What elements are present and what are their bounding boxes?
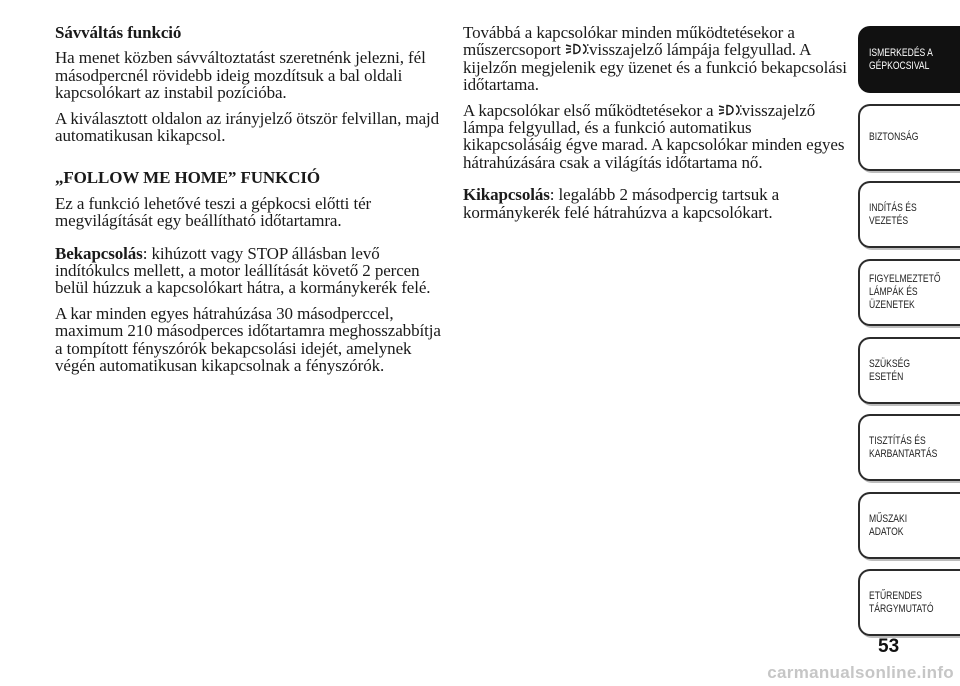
tab-safety[interactable] (858, 104, 960, 171)
tab-label: MŰSZAKI ADATOK (869, 512, 908, 538)
tab-label: ISMERKEDÉS A GÉPKOCSIVAL (869, 46, 933, 72)
indicator-paragraph-2-end: visszajelző lámpa felgyullad, és a funkció automatikus kikapcsolásáig égve marad. A kapcsolókar minden egyes hátrahúzására csak a világítás időtartama nő. (463, 100, 845, 172)
chapter-tabs (858, 26, 960, 638)
tab-label: ETŰRENDES TÁRGYMUTATÓ (869, 589, 934, 615)
watermark: carmanualsonline.info (767, 663, 954, 682)
tab-label: INDÍTÁS ÉS VEZETÉS (869, 201, 917, 227)
deactivation-paragraph (463, 186, 848, 221)
left-column (55, 24, 445, 375)
tab-label: TISZTÍTÁS ÉS KARBANTARTÁS (869, 434, 938, 460)
tab-label: BIZTONSÁG (869, 131, 919, 143)
tab-starting-and-driving[interactable] (858, 181, 960, 248)
indicator-paragraph-1-end: visszajelző lámpája felgyullad. A kijelzőn megjelenik egy üzenet és a funkció bekapcsolási időtartama. (463, 40, 847, 95)
tab-index[interactable] (858, 569, 960, 636)
lane-change-heading: Sávváltás funkció (55, 23, 182, 42)
tab-in-an-emergency[interactable] (858, 337, 960, 404)
lane-change-paragraph-2: A kiválasztott oldalon az irányjelző ötször felvillan, majd automatikusan kikapcsol. (55, 108, 440, 146)
lane-change-paragraph-1: Ha menet közben sávváltoztatást szeretnénk jelezni, fél másodpercnél rövidebb ideig mozdítsuk a bal oldali kapcsolókart az instabil pozícióba. (55, 48, 426, 103)
activation-term: Bekapcsolás (55, 243, 143, 263)
page-number: 53 (878, 636, 900, 657)
deactivation-term: Kikapcsolás (463, 185, 550, 205)
tab-label: FIGYELMEZTETŐ LÁMPÁK ÉS ÜZENETEK (869, 273, 941, 311)
indicator-paragraph-1-start: Továbbá a kapcsolókar minden működtetésekor a műszercsoport (463, 23, 795, 60)
deactivation-text: : legalább 2 másodpercig tartsuk a kormánykerék felé hátrahúzva a kapcsolókart. (463, 185, 780, 222)
activation-paragraph (55, 245, 445, 297)
tab-label: SZÜKSÉG ESETÉN (869, 357, 911, 383)
follow-me-home-paragraph-1: Ez a funkció lehetővé teszi a gépkocsi előtti tér megvilágítását egy beállítható időtartamra. (55, 193, 372, 231)
tab-technical-specifications[interactable] (858, 492, 960, 559)
tab-getting-to-know-the-car[interactable] (858, 26, 960, 93)
indicator-paragraph-1 (463, 24, 848, 94)
follow-me-home-paragraph-3: A kar minden egyes hátrahúzása 30 másodperccel, maximum 210 másodperces időtartamra meghosszabbítja a tompított fényszórók bekapcsolási idejét, amelynek végén automatikusan kikapcsolnak a fényszórók. (55, 303, 441, 376)
activation-text: : kihúzott vagy STOP állásban levő indítókulcs mellett, a motor leállítását követő 2 percen belül húzzuk a kapcsolókart hátra, a kormánykerék felé. (55, 243, 431, 298)
tab-warning-lights-and-messages[interactable] (858, 259, 960, 326)
follow-me-home-heading: „FOLLOW ME HOME” FUNKCIÓ (55, 168, 321, 188)
follow-me-home-lamp-icon (565, 42, 589, 56)
indicator-paragraph-2-start: A kapcsolókar első működtetésekor a (463, 100, 718, 120)
right-column (463, 24, 848, 221)
follow-me-home-lamp-icon (718, 103, 742, 117)
tab-servicing-and-maintenance[interactable] (858, 414, 960, 481)
indicator-paragraph-2 (463, 102, 848, 172)
